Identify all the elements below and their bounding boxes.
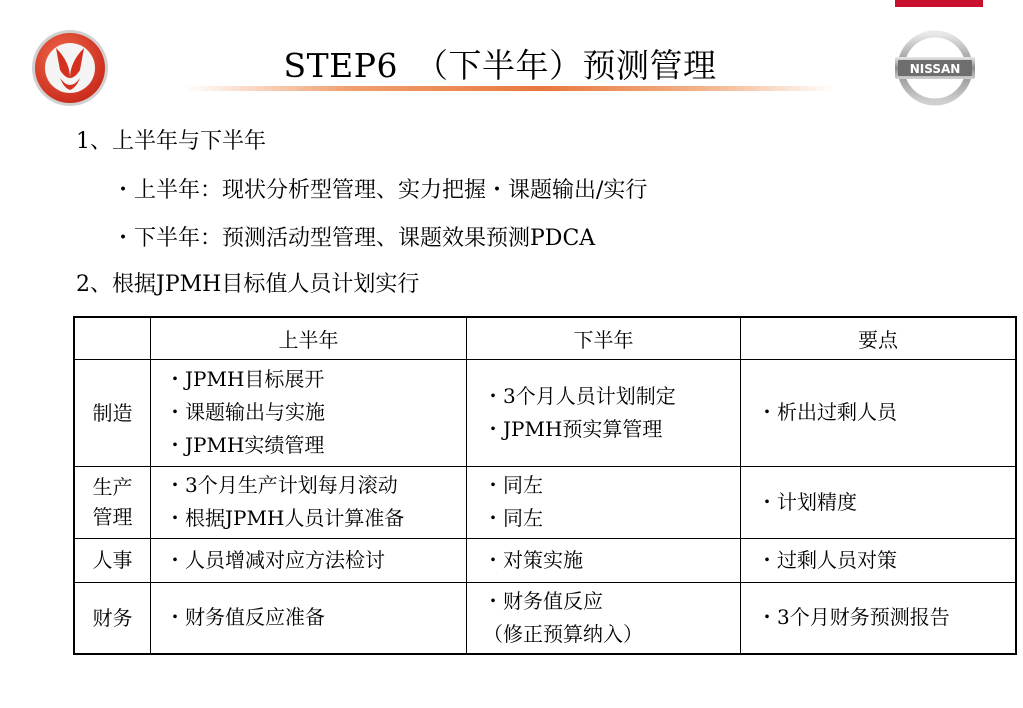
cell-line: ・JPMH预实算管理 <box>483 416 663 441</box>
plan-table <box>73 316 1017 655</box>
key-point-cell <box>741 582 1017 654</box>
table-row <box>74 538 1016 582</box>
cell-line: ・财务值反应准备 <box>165 605 325 630</box>
first-half-cell <box>151 466 467 538</box>
header-cell-second-half: 下半年 <box>467 317 741 359</box>
dongfeng-logo-icon <box>30 28 110 108</box>
dept-label: 财务 <box>92 605 133 630</box>
first-half-cell <box>151 582 467 654</box>
key-point-cell <box>741 466 1017 538</box>
title-underline <box>185 86 835 91</box>
dept-label: 管理 <box>92 505 133 529</box>
cell-line: ・析出过剩人员 <box>757 400 897 424</box>
second-half-cell <box>467 582 741 654</box>
first-half-cell <box>151 359 467 466</box>
cell-line: ・对策实施 <box>483 547 583 572</box>
cell-line: ・同左 <box>483 473 543 497</box>
dept-label: 生产 <box>92 475 133 499</box>
bullet-first-half: ・上半年：现状分析型管理、实力把握・课题输出/实行 <box>112 178 648 203</box>
second-half-cell <box>467 359 741 466</box>
dongfeng-logo <box>30 28 110 108</box>
cell-line: ・3个月人员计划制定 <box>483 383 676 408</box>
second-half-cell <box>467 466 741 538</box>
dept-label: 制造 <box>92 400 133 425</box>
cell-line: ・财务值反应 <box>483 588 603 613</box>
second-half-cell <box>467 538 741 582</box>
nissan-logo <box>893 30 977 106</box>
cell-line: ・3个月财务预测报告 <box>757 605 950 630</box>
cell-line: ・JPMH实绩管理 <box>165 433 325 457</box>
section-heading-1: 1、上半年与下半年 <box>76 129 266 154</box>
dept-label: 人事 <box>92 548 133 572</box>
cell-line: ・过剩人员对策 <box>757 547 897 572</box>
corner-accent-bar <box>895 0 983 7</box>
nissan-logo-text: NISSAN <box>909 62 961 76</box>
cell-line: ・JPMH目标展开 <box>165 367 325 391</box>
cell-line: ・根据JPMH人员计算准备 <box>165 506 405 530</box>
table-row <box>74 466 1016 538</box>
header-cell-key-points: 要点 <box>741 317 1017 359</box>
cell-line: ・计划精度 <box>757 489 857 514</box>
nissan-logo-icon <box>893 30 977 106</box>
table-row <box>74 582 1016 654</box>
dept-cell <box>74 466 151 538</box>
cell-line: ・3个月生产计划每月滚动 <box>165 473 398 497</box>
cell-line: （修正预算纳入） <box>483 621 643 646</box>
page-title: STEP6 （下半年）预测管理 <box>283 46 717 85</box>
cell-line: ・课题输出与实施 <box>165 400 325 424</box>
key-point-cell <box>741 359 1017 466</box>
cell-line: ・人员增减对应方法检讨 <box>165 547 385 572</box>
dept-cell <box>74 582 151 654</box>
header-cell-empty <box>74 317 151 359</box>
dept-cell <box>74 538 151 582</box>
header-cell-first-half: 上半年 <box>151 317 467 359</box>
bullet-second-half: ・下半年：预测活动型管理、课题效果预测PDCA <box>112 226 596 251</box>
dept-cell <box>74 359 151 466</box>
table-row <box>74 359 1016 466</box>
section-heading-2: 2、根据JPMH目标值人员计划实行 <box>76 272 420 297</box>
key-point-cell <box>741 538 1017 582</box>
table-header-row <box>74 317 1016 359</box>
first-half-cell <box>151 538 467 582</box>
cell-line: ・同左 <box>483 506 543 530</box>
